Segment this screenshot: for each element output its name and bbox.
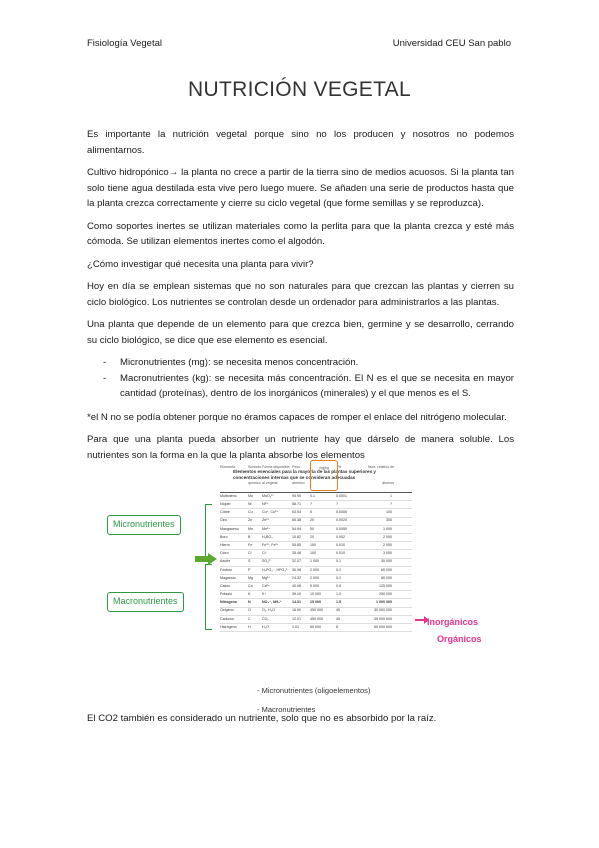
table-cell: Zn <box>248 518 253 523</box>
table-cell: Oxígeno <box>220 608 234 613</box>
table-cell: 10 000 <box>310 592 321 597</box>
table-cell: P <box>248 567 251 572</box>
table-cell: Ca²⁺ <box>262 583 270 588</box>
table-cell: 6 <box>336 624 338 629</box>
table-cell: 125 000 <box>379 583 392 588</box>
header-left: Fisiología Vegetal <box>87 38 162 49</box>
table-cell: 5 000 <box>310 583 319 588</box>
table-cell: 2 000 <box>310 567 319 572</box>
table-cell: 0.2 <box>336 575 341 580</box>
table-cell: Carbono <box>220 616 234 621</box>
table-cell: 450 000 <box>310 608 323 613</box>
table-cell: Cinc <box>220 518 228 523</box>
paragraph: Como soportes inertes se utilizan materiales como la perlita para que la planta crezca y esté más cómoda. Se utilizan elementos inertes como el algodón. <box>87 220 514 247</box>
table-cell: 3 000 <box>383 551 392 556</box>
paragraph: Una planta que depende de un elemento para que crezca bien, germine y se desarrollo, cerrando su ciclo biológico, se dice que ese elemento es esencial. <box>87 319 514 346</box>
table-cell: Hierro <box>220 542 230 547</box>
table-cell: 0.1 <box>310 493 315 498</box>
table-cell: S <box>248 559 251 564</box>
table-cell: 32.07 <box>292 559 301 564</box>
table-cell: 0.2 <box>336 567 341 572</box>
table-cell: SO₄²⁻ <box>262 559 272 564</box>
table-cell: 0.1 <box>336 559 341 564</box>
micronutrients-label: Micronutrientes <box>107 515 181 535</box>
table-cell: 39.10 <box>292 592 301 597</box>
table-cell: 35 000 000 <box>374 616 392 621</box>
table-cell: Ca <box>248 583 253 588</box>
table-cell: 100 <box>386 510 392 515</box>
table-cell: 0.0050 <box>336 526 347 531</box>
table-cell: Potasio <box>220 592 232 597</box>
table-cell: NO₃⁻, NH₄⁺ <box>262 600 282 605</box>
table-cell: 0.010 <box>336 551 345 556</box>
table-cell: 0.0020 <box>336 518 347 523</box>
table-cell: Mn²⁺ <box>262 526 271 531</box>
green-arrow-icon <box>195 553 217 565</box>
table-cell: 1.01 <box>292 624 299 629</box>
table-cell: ? <box>310 502 312 507</box>
table-cell: 60 000 <box>310 624 321 629</box>
table-cell: 80 000 <box>381 575 392 580</box>
paragraph: ¿Cómo investigar qué necesita una planta para vivir? <box>87 258 314 270</box>
table-cell: 250 000 <box>379 592 392 597</box>
table-cell: Ni <box>248 502 252 507</box>
table-cell: 58.71 <box>292 502 301 507</box>
table-cell: 63.54 <box>292 510 301 515</box>
table-cell: Azufre <box>220 559 231 564</box>
col-header: % <box>338 465 342 469</box>
table-cell: 0.002 <box>336 534 345 539</box>
table-cell: H₂PO₄⁻, HPO₄²⁻ <box>262 567 289 572</box>
col-header: Núm. relativo de átomos <box>367 465 394 485</box>
table-title: Elementos esenciales para la mayoría de las plantas superiores y concentraciones internas que se consideran adecuadas <box>233 469 376 480</box>
col-header: Forma disponible al vegetal <box>262 465 290 485</box>
paragraph: Cultivo hidropónico→ la planta no crece a partir de la tierra sino de medios acuosos. Si la planta tan solo tiene agua destilada esta vive pero luego muere. Se añaden una serie de productos hasta que la planta crezca correctamente y cierre su ciclo vegetal (que forme semillas y se reproduzca). <box>87 167 514 209</box>
nutrient-figure <box>87 465 517 714</box>
table-cell: 1.0 <box>336 592 341 597</box>
paragraph: Es importante la nutrición vegetal porque sino no los producen y nosotros no podemos alimentarnos. <box>87 129 514 156</box>
table-cell: 300 <box>386 518 392 523</box>
table-cell: MoO₄²⁻ <box>262 493 275 498</box>
table-cell: Cl <box>248 551 252 556</box>
table-cell: 40.08 <box>292 583 301 588</box>
table-cell: B <box>248 534 251 539</box>
table-cell: C <box>248 616 251 621</box>
table-cell: 45 <box>336 608 340 613</box>
brace-macro <box>205 564 212 630</box>
nutrient-list <box>87 355 514 402</box>
table-cell: Hidrógeno <box>220 624 237 629</box>
table-cell: Ni²⁺ <box>262 502 269 507</box>
table-cell: Cloro <box>220 551 229 556</box>
table-cell: 54.94 <box>292 526 301 531</box>
table-row <box>220 624 412 632</box>
table-cell: ? <box>390 502 392 507</box>
table-cell: 60 000 000 <box>374 624 392 629</box>
table-cell: O <box>248 608 251 613</box>
list-item: - Micronutrientes (mg): se necesita menos concentración. <box>103 357 359 368</box>
table-cell: 1.5 <box>336 600 341 605</box>
list-item: - Macronutrientes (kg): se necesita más concentración. El N es el que se necesita en mayor cantidad (proteínas), dentro de los inorgánicos (minerales) y el que menos es el S. <box>103 372 514 399</box>
table-cell: Cu⁺, Cu²⁺ <box>262 510 279 515</box>
table-cell: Fe <box>248 542 253 547</box>
table-cell: H <box>248 624 251 629</box>
caption-macro: - Macronutrientes <box>257 705 316 714</box>
table-cell: Magnesio <box>220 575 236 580</box>
paragraph: Hoy en día se emplean sistemas que no son naturales para que crezcan las plantas y cierren su ciclo biológico. Los nutrientes se controlan desde un ordenador para administrarlos a las plantas. <box>87 281 514 308</box>
table-cell: 35.46 <box>292 551 301 556</box>
table-cell: Calcio <box>220 583 230 588</box>
table-cell: 100 <box>310 542 316 547</box>
table-cell: 6 <box>310 510 312 515</box>
document-body <box>87 127 514 734</box>
table-cell: Boro <box>220 534 228 539</box>
table-cell: Nitrógeno <box>220 600 237 605</box>
table-cell: Mg²⁺ <box>262 575 271 580</box>
table-cell: 20 <box>310 518 314 523</box>
table-cell: Mn <box>248 526 253 531</box>
table-cell: Molibdeno <box>220 493 237 498</box>
table-cell: Cobre <box>220 510 230 515</box>
table-cell: Manganeso <box>220 526 239 531</box>
paragraph: Para que una planta pueda absorber un nutriente hay que dárselo de manera soluble. Los nutrientes son la forma en la que la planta absorbe los elementos <box>87 434 514 461</box>
col-header: Elemento <box>220 465 236 469</box>
table-cell: 100 <box>310 551 316 556</box>
table-cell: 45 <box>336 616 340 621</box>
macronutrients-label: Macronutrientes <box>107 592 184 612</box>
elements-table <box>220 492 412 632</box>
table-cell: K <box>248 592 251 597</box>
table-cell: 0.0001 <box>336 493 347 498</box>
table-cell: Níquel <box>220 502 231 507</box>
col-header: mg/kg <box>310 460 338 491</box>
table-cell: 50 <box>310 526 314 531</box>
table-cell: 12.01 <box>292 616 301 621</box>
table-cell: 0.5 <box>336 583 341 588</box>
header-right: Universidad CEU San pablo <box>392 38 511 49</box>
page-title: NUTRICIÓN VEGETAL <box>188 78 411 101</box>
table-cell: Mg <box>248 575 253 580</box>
table-cell: 1 <box>390 493 392 498</box>
table-cell: 1 000 000 <box>376 600 392 605</box>
table-cell: Fósforo <box>220 567 233 572</box>
table-cell: O₂, H₂O <box>262 608 275 613</box>
table-cell: 450 000 <box>310 616 323 621</box>
table-cell: 10.82 <box>292 534 301 539</box>
table-cell: 14.01 <box>292 600 301 605</box>
table-cell: 30.98 <box>292 567 301 572</box>
table-cell: 1 000 <box>310 559 319 564</box>
table-cell: 24.32 <box>292 575 301 580</box>
table-cell: Cl⁻ <box>262 551 268 556</box>
inorganic-label: Inorgánicos <box>427 617 479 627</box>
table-cell: 2 000 <box>383 542 392 547</box>
table-cell: 65.38 <box>292 518 301 523</box>
organic-label: Orgánicos <box>437 634 482 644</box>
table-cell: K⁺ <box>262 592 267 597</box>
table-cell: 30 000 <box>381 559 392 564</box>
table-cell: 0.010 <box>336 542 345 547</box>
table-cell: ? <box>336 502 338 507</box>
table-cell: H₂O <box>262 624 269 629</box>
table-cell: 30 000 000 <box>374 608 392 613</box>
table-cell: 16.00 <box>292 608 301 613</box>
table-cell: 95.95 <box>292 493 301 498</box>
table-cell: Zn²⁺ <box>262 518 270 523</box>
caption-micro: - Micronutrientes (oligoelementos) <box>257 686 371 695</box>
table-cell: 60 000 <box>381 567 392 572</box>
table-cell: 0.0006 <box>336 510 347 515</box>
final-paragraph: El CO2 también es considerado un nutriente, solo que no es absorbido por la raíz. <box>87 713 437 724</box>
col-header: Símbolo químico <box>248 465 262 485</box>
col-header: Peso atómico <box>292 465 305 485</box>
table-cell: N <box>248 600 251 605</box>
table-cell: Cu <box>248 510 253 515</box>
table-cell: 1 000 <box>383 526 392 531</box>
table-cell: 2 000 <box>310 575 319 580</box>
note: *el N no se podía obtener porque no éramos capaces de romper el enlace del nitrógeno molecular. <box>87 411 507 423</box>
table-cell: 55.85 <box>292 542 301 547</box>
table-cell: H₃BO₃ <box>262 534 273 539</box>
table-cell: Fe³⁺, Fe²⁺ <box>262 542 279 547</box>
table-cell: CO₂ <box>262 616 269 621</box>
table-cell: 20 <box>310 534 314 539</box>
table-cell: 15 000 <box>310 600 321 605</box>
table-cell: 2 000 <box>383 534 392 539</box>
table-cell: Mo <box>248 493 253 498</box>
